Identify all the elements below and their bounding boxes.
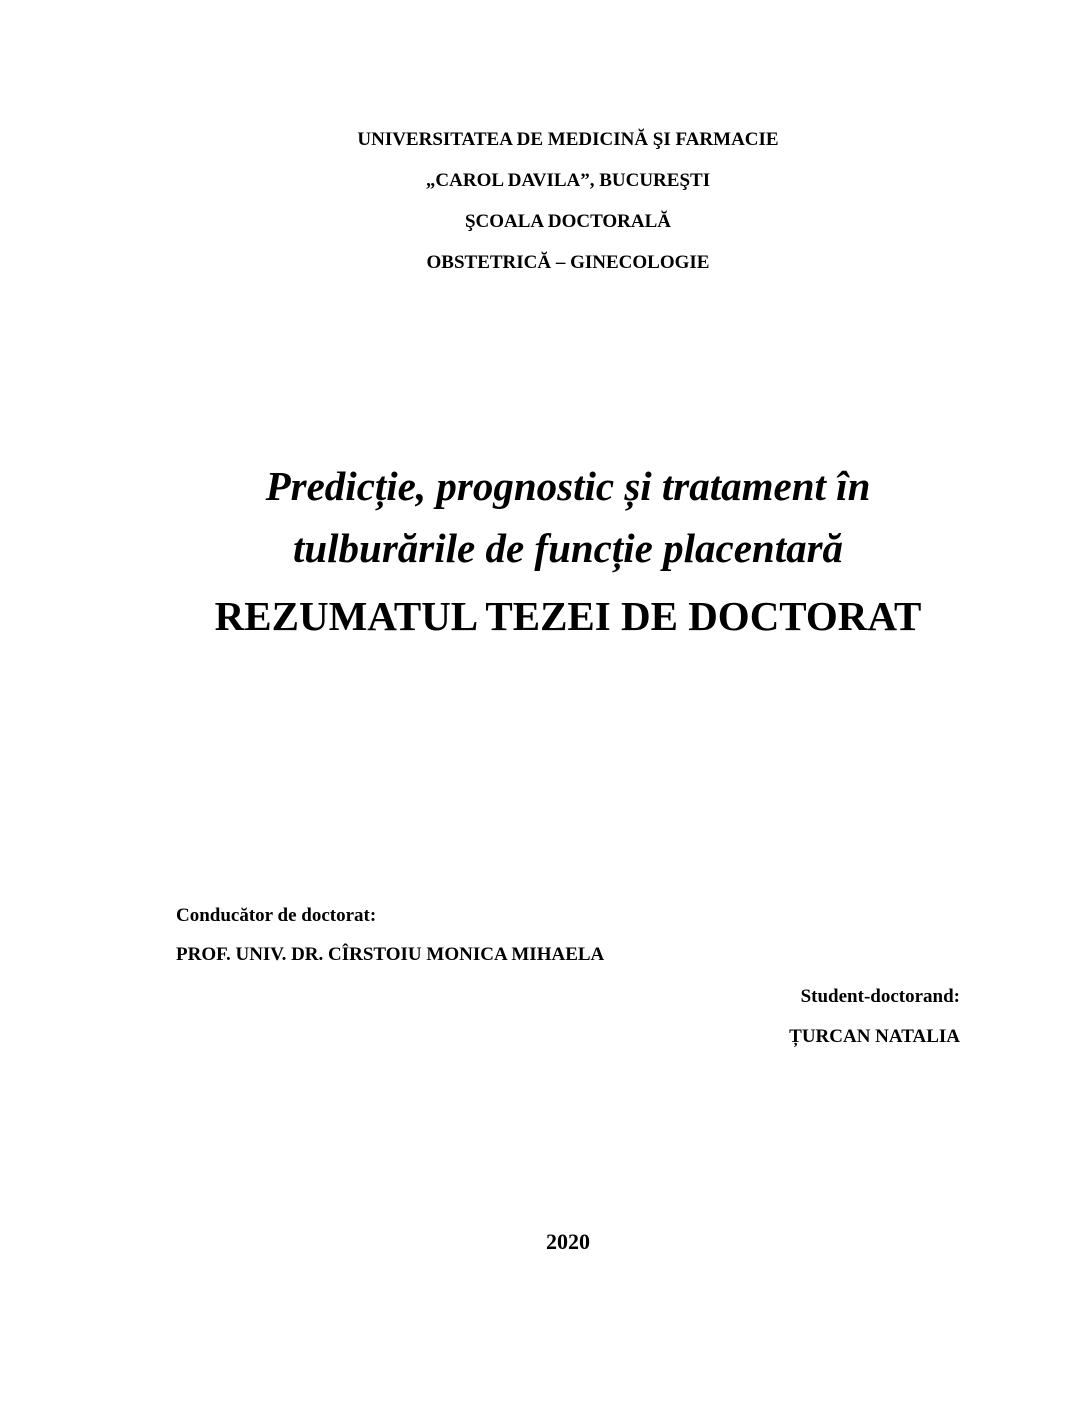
university-name: „CAROL DAVILA”, BUCUREŞTI [425,170,711,191]
thesis-title-line-1: Predicție, prognostic și tratament în [265,463,871,509]
supervisor-label: Conducător de doctorat: [176,905,377,926]
thesis-subtitle: REZUMATUL TEZEI DE DOCTORAT [214,593,922,639]
thesis-title-line-2: tulburările de funcție placentară [292,525,844,571]
specialty: OBSTETRICĂ – GINECOLOGIE [426,252,710,273]
university-heading: UNIVERSITATEA DE MEDICINĂ ŞI FARMACIE [357,129,779,150]
student-label: Student-doctorand: [800,986,960,1007]
year: 2020 [546,1229,590,1254]
doctoral-school: ŞCOALA DOCTORALĂ [464,211,672,232]
student-name: ȚURCAN NATALIA [789,1026,960,1047]
supervisor-name: PROF. UNIV. DR. CÎRSTOIU MONICA MIHAELA [176,944,605,965]
